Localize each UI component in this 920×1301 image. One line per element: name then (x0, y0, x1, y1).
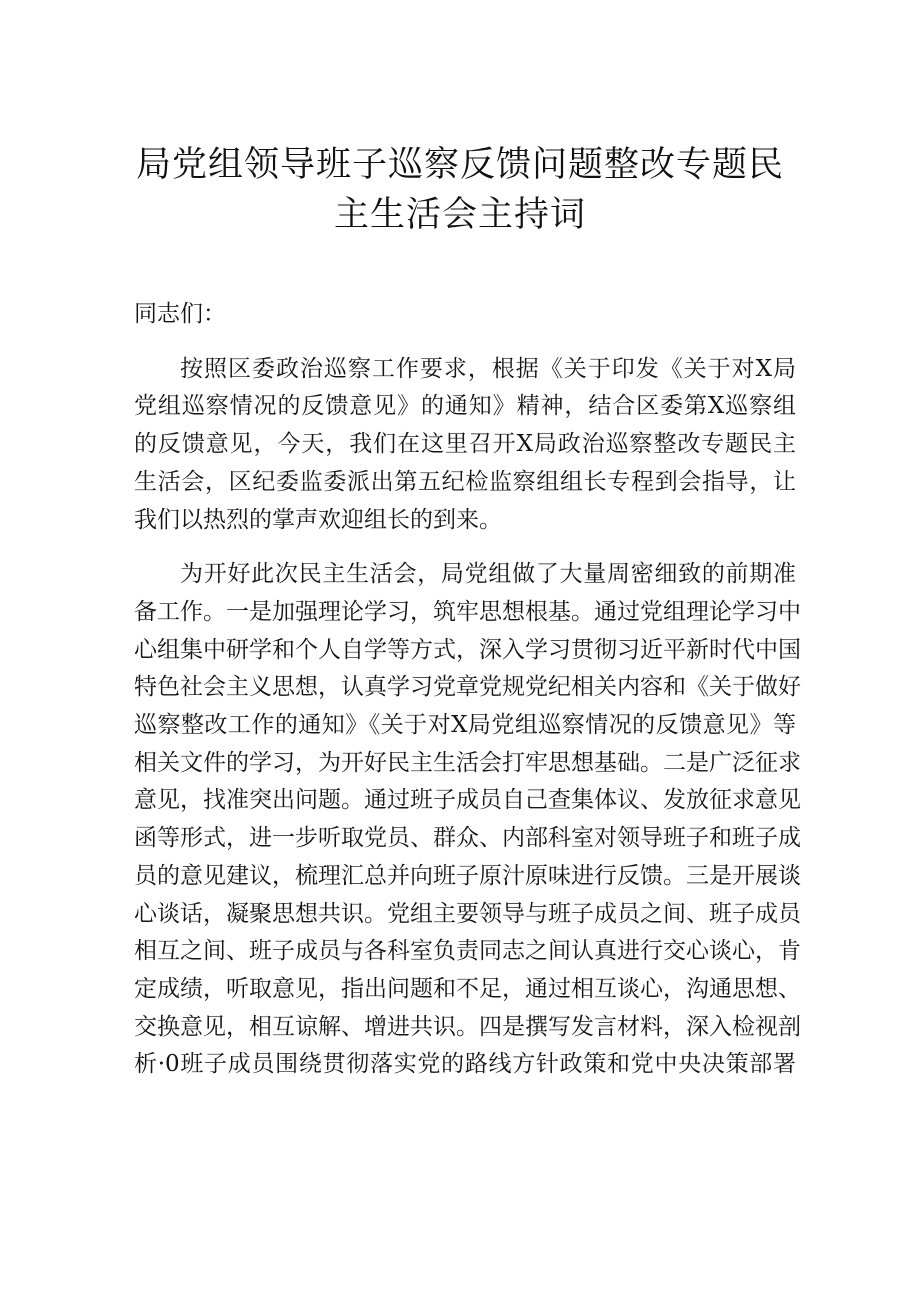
title-line: 局党组领导班子巡察反馈问题整改专题民 (135, 145, 784, 185)
title-line: 主生活会主持词 (333, 195, 586, 235)
paragraph-line: 我们以热烈的掌声欢迎组长的到来。 (134, 506, 502, 533)
paragraph-line: 意见，找准突出问题。通过班子成员自己查集体议、发放征求意见 (134, 787, 801, 814)
salutation: 同志们： (134, 301, 226, 327)
paragraph-line: 为开好此次民主生活会，局党组做了大量周密细致的前期准 (180, 561, 796, 588)
paragraph-preparation (134, 556, 801, 1084)
paragraph-line: 相关文件的学习，为开好民主生活会打牢思想基础。二是广泛征求 (134, 749, 801, 776)
paragraph-line: 心谈话，凝聚思想共识。党组主要领导与班子成员之间、班子成员 (134, 900, 801, 927)
paragraph-line: 交换意见，相互谅解、增进共识。四是撰写发言材料，深入检视剖 (134, 1013, 801, 1040)
paragraph-line: 特色社会主义思想，认真学习党章党规党纪相关内容和《关于做好 (134, 674, 801, 701)
paragraph-line: 函等形式，进一步听取党员、群众、内部科室对领导班子和班子成 (134, 825, 801, 852)
document-title (130, 140, 790, 240)
paragraph-line: 定成绩，听取意见，指出问题和不足，通过相互谈心，沟通思想、 (134, 975, 801, 1002)
paragraph-opening (134, 351, 796, 540)
paragraph-line: 析·0班子成员围绕贯彻落实党的路线方针政策和党中央决策部署 (134, 1051, 796, 1078)
paragraph-line: 员的意见建议，梳理汇总并向班子原汁原味进行反馈。三是开展谈 (134, 862, 801, 889)
paragraph-line: 党组巡察情况的反馈意见》的通知》精神，结合区委第X巡察组 (134, 393, 796, 420)
paragraph-line: 巡察整改工作的通知》《关于对X局党组巡察情况的反馈意见》等 (134, 712, 796, 739)
paragraph-line: 生活会，区纪委监委派出第五纪检监察组组长专程到会指导，让 (134, 468, 796, 495)
document-body (134, 296, 801, 1101)
paragraph-line: 备工作。一是加强理论学习，筑牢思想根基。通过党组理论学习中 (134, 598, 801, 625)
paragraph-line: 心组集中研学和个人自学等方式，深入学习贯彻习近平新时代中国 (134, 636, 801, 663)
paragraph-line: 相互之间、班子成员与各科室负责同志之间认真进行交心谈心，肯 (134, 938, 801, 965)
paragraph-line: 按照区委政治巡察工作要求，根据《关于印发《关于对X局 (180, 355, 796, 382)
paragraph-line: 的反馈意见，今天，我们在这里召开X局政治巡察整改专题民主 (134, 431, 796, 458)
